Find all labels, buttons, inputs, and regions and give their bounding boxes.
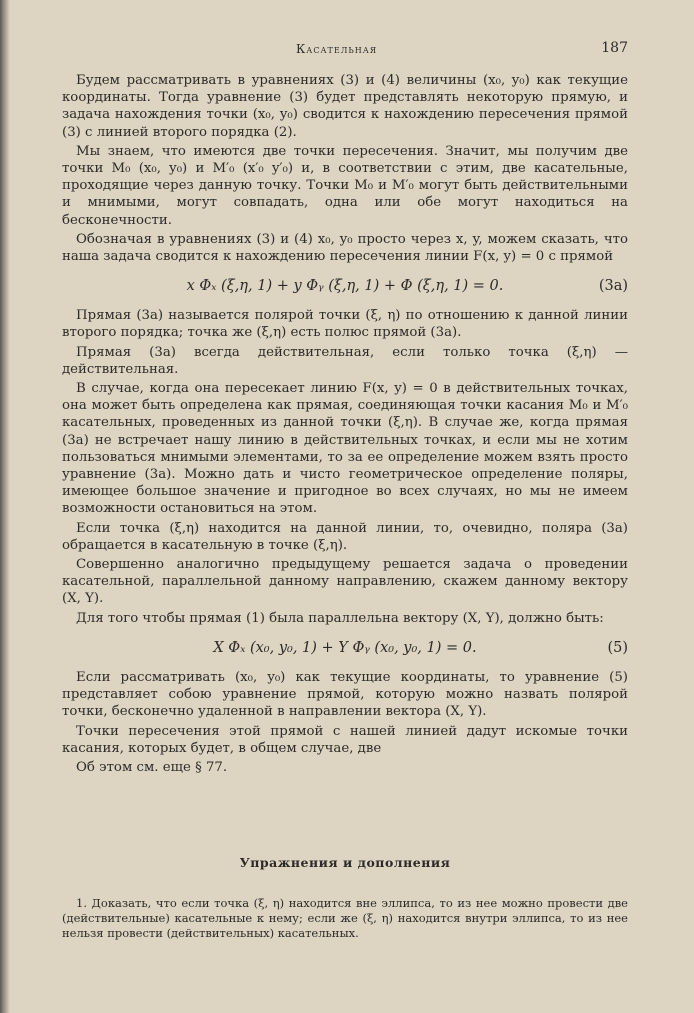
paragraph: Будем рассматривать в уравнениях (3) и (4) величины (x₀, y₀) как текущие координаты. Тогда уравнение (3) будет представлять некоторую прямую, и задача нахождения точки (x₀, y₀) сводится к нахождению пересечения прямой (3) с линией второго порядка (2). [62, 73, 628, 140]
paragraph: Если рассматривать (x₀, y₀) как текущие координаты, то уравнение (5) представляет собою уравнение прямой, которую можно назвать полярой точки, бесконечно удаленной в направлении вектора (X, Y). [62, 669, 628, 720]
paragraph: Обозначая в уравнениях (3) и (4) x₀, y₀ просто через x, y, можем сказать, что наша задача сводится к нахождению пересечения линии F(x, y) = 0 с прямой [62, 231, 628, 265]
equation-5-number: (5) [607, 639, 628, 656]
paragraph: Для того чтобы прямая (1) была параллельна вектору (X, Y), должно быть: [76, 610, 604, 626]
equation-3a-text: x Φₓ (ξ,η, 1) + y Φᵧ (ξ,η, 1) + Φ (ξ,η, 1) = 0. [186, 278, 504, 295]
paragraph: Мы знаем, что имеются две точки пересечения. Значит, мы получим две точки M₀ (x₀, y₀) и M′₀ (x′₀ y′₀) и, в соответствии с этим, две касательные, проходящие через данную точку. Точки M₀ и M′₀ могут быть действительными и мнимыми, могут совпадать, одна или обе могут находиться на бесконечности. [62, 143, 628, 228]
page-number: 187 [601, 40, 628, 56]
paragraph: Об этом см. еще § 77. [76, 759, 228, 775]
page-binding-edge [0, 0, 10, 1013]
paragraph: В случае, когда она пересекает линию F(x, y) = 0 в действительных точках, она может быть определена как прямая, соединяющая точки касания M₀ и M′₀ касательных, проведенных из данной точки (ξ,η). В случае же, когда прямая (3a) не встречает нашу линию в действительных точках, и если мы не хотим пользоваться мнимыми элементами, то за ее определение можем взять просто уравнение (3a). Можно дать и чисто геометрическое определение поляры, имеющее большое значение и пригодное во всех случаях, но мы не имеем возможности остановиться на этом. [62, 381, 628, 517]
main-text [62, 72, 628, 778]
page-header [66, 40, 628, 60]
paragraph: Если точка (ξ,η) находится на данной линии, то, очевидно, поляра (3a) обращается в касательную в точке (ξ,η). [62, 520, 628, 553]
exercises-title: Упражнения и дополнения [239, 855, 451, 870]
running-head: Касательная [296, 42, 378, 56]
equation-3a-number: (3a) [598, 278, 628, 295]
paragraph: Прямая (3a) всегда действительная, если только точка (ξ,η) — действительная. [62, 344, 628, 377]
paragraph: Прямая (3a) называется полярой точки (ξ, η) по отношению к данной линии второго порядка; точка же (ξ,η) есть полюс прямой (3a). [62, 308, 628, 341]
equation-5-text: X Φₓ (x₀, y₀, 1) + Y Φᵧ (x₀, y₀, 1) = 0. [213, 639, 477, 656]
paragraph: Совершенно аналогично предыдущему решается задача о проведении касательной, параллельной данному направлению, скажем данному вектору (X, Y). [62, 557, 628, 607]
exercise-item: 1. Доказать, что если точка (ξ, η) находится вне эллипса, то из нее можно провести две (действительные) касательные к нему; если же (ξ, η) находится внутри эллипса, то из нее нельзя провести (действительных) касательных. [62, 895, 628, 940]
paragraph: Точки пересечения этой прямой с нашей линией дадут искомые точки касания, которых будет, в общем случае, две [62, 723, 628, 756]
equation-3a [62, 271, 628, 301]
equation-5 [62, 633, 628, 663]
